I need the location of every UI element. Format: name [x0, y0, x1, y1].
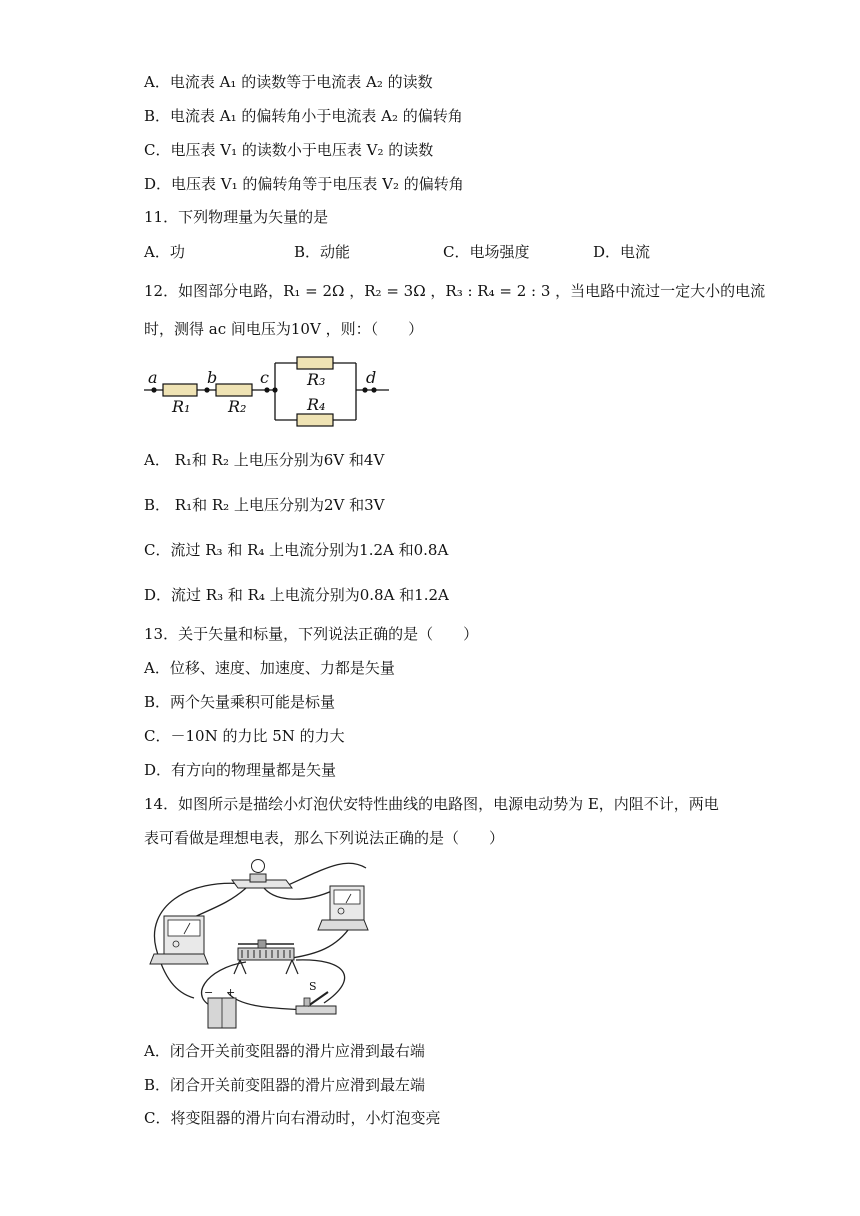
q11-option-b: B．动能 — [294, 243, 351, 261]
q12-option-c: C．流过 R₃ 和 R₄ 上电流分别为1.2A 和0.8A — [144, 541, 449, 559]
q13-option-d: D．有方向的物理量都是矢量 — [144, 761, 337, 779]
q11-options — [144, 241, 744, 261]
resistor-r2 — [216, 384, 252, 396]
ammeter-icon — [150, 916, 208, 964]
point-a-label: a — [148, 368, 158, 387]
resistor-r1 — [163, 384, 197, 396]
q14-option-a: A．闭合开关前变阻器的滑片应滑到最右端 — [144, 1042, 425, 1060]
node-b-dot — [204, 387, 209, 392]
point-d-label: d — [366, 368, 377, 387]
node-d-dot — [362, 387, 367, 392]
node-d2-dot — [371, 387, 376, 392]
rheostat-icon — [234, 940, 298, 974]
q10-option-d: D．电压表 V₁ 的偏转角等于电压表 V₂ 的偏转角 — [144, 175, 464, 193]
r3-label: R₃ — [307, 370, 326, 389]
q11-option-c: C．电场强度 — [443, 243, 530, 261]
battery-plus-label: + — [226, 986, 236, 999]
q14-option-b: B．闭合开关前变阻器的滑片应滑到最左端 — [144, 1076, 426, 1094]
lamp-icon — [232, 860, 292, 889]
q11-stem: 11．下列物理量为矢量的是 — [144, 208, 329, 226]
q10-option-b: B．电流表 A₁ 的偏转角小于电流表 A₂ 的偏转角 — [144, 107, 463, 125]
q12-option-b: B． R₁和 R₂ 上电压分别为2V 和3V — [144, 496, 385, 514]
q10-option-a: A．电流表 A₁ 的读数等于电流表 A₂ 的读数 — [144, 73, 433, 91]
q10-option-c: C．电压表 V₁ 的读数小于电压表 V₂ 的读数 — [144, 141, 434, 159]
node-c2-dot — [272, 387, 277, 392]
q12-option-d: D．流过 R₃ 和 R₄ 上电流分别为0.8A 和1.2A — [144, 586, 449, 604]
switch-label: S — [309, 980, 317, 993]
q14-circuit-illustration — [146, 858, 396, 1030]
q13-stem: 13．关于矢量和标量，下列说法正确的是（ ） — [144, 625, 479, 643]
node-c-dot — [264, 387, 269, 392]
q12-stem-line1: 12．如图部分电路，R₁ = 2Ω ，R₂ = 3Ω ，R₃ : R₄ = 2 : 3 ，当电路中流过一定大小的电流 — [144, 282, 766, 300]
resistor-r4 — [297, 414, 333, 426]
q13-option-c: C．－10N 的力比 5N 的力大 — [144, 727, 345, 745]
q12-circuit-diagram — [144, 350, 394, 434]
q14-option-c: C．将变阻器的滑片向右滑动时，小灯泡变亮 — [144, 1109, 441, 1127]
q11-option-d: D．电流 — [593, 243, 651, 261]
r2-label: R₂ — [228, 397, 247, 416]
switch-icon — [296, 980, 336, 1014]
r1-label: R₁ — [172, 397, 191, 416]
node-a-dot — [151, 387, 156, 392]
r4-label: R₄ — [307, 395, 326, 414]
voltmeter-icon — [318, 886, 368, 930]
q14-stem-line2: 表可看做是理想电表，那么下列说法正确的是（ ） — [144, 829, 505, 847]
point-c-label: c — [260, 368, 269, 387]
q14-stem-line1: 14．如图所示是描绘小灯泡伏安特性曲线的电路图，电源电动势为 E，内阻不计，两电 — [144, 795, 719, 813]
q12-option-a: A． R₁和 R₂ 上电压分别为6V 和4V — [144, 451, 385, 469]
battery-minus-label: − — [204, 986, 214, 999]
q13-option-a: A．位移、速度、加速度、力都是矢量 — [144, 659, 395, 677]
q12-stem-line2: 时，测得 ac 间电压为10V ，则：（ ） — [144, 320, 424, 338]
battery-icon — [204, 986, 236, 1028]
q13-option-b: B．两个矢量乘积可能是标量 — [144, 693, 336, 711]
point-b-label: b — [207, 368, 218, 387]
resistor-r3 — [297, 357, 333, 369]
q11-option-a: A．功 — [144, 243, 185, 261]
